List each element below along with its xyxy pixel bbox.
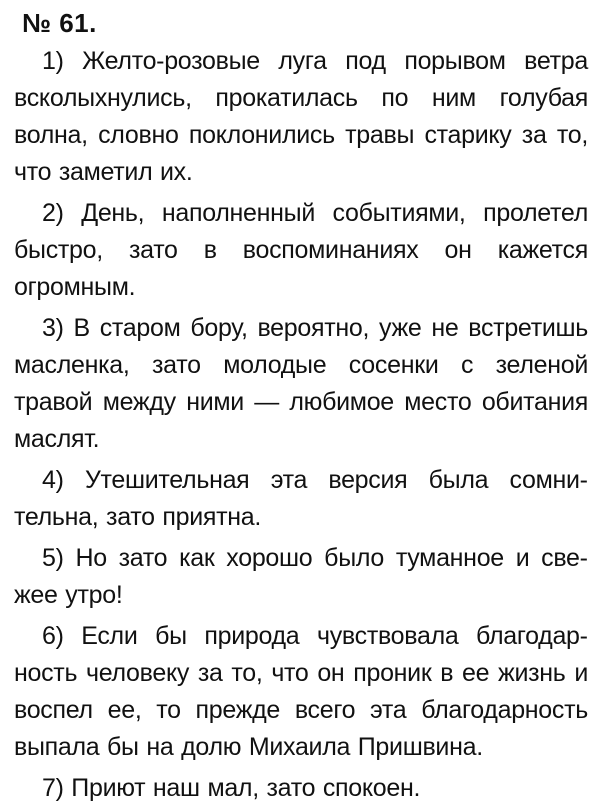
sentence-text: Утешительная эта версия была сомнительна, зато приятна. <box>14 466 588 531</box>
sentence-4 <box>14 462 588 536</box>
sentence-2 <box>14 195 588 306</box>
sentence-number: 1) <box>42 47 64 75</box>
sentence-number: 5) <box>42 544 64 572</box>
sentence-3 <box>14 310 588 458</box>
sentence-number: 2) <box>42 199 64 227</box>
sentence-text: Желто-розовые луга под порывом ветра всколыхнулись, прокатилась по ним голубая волна, словно поклонились травы старику за то, что заметил их. <box>14 47 588 186</box>
sentence-text: В старом бору, вероятно, уже не встретишь масленка, зато молодые сосенки с зеленой травой между ними — любимое место обитания маслят. <box>14 314 588 453</box>
sentence-text: День, наполненный событиями, пролетел быстро, зато в воспоминаниях он кажется огромным. <box>14 199 588 301</box>
sentence-number: 6) <box>42 622 64 650</box>
sentence-number: 4) <box>42 466 64 494</box>
sentence-6 <box>14 618 588 766</box>
exercise-title: № 61. <box>22 8 97 38</box>
sentence-7 <box>14 770 588 807</box>
sentence-text: Но зато как хорошо было туманное и свежее утро! <box>14 544 588 609</box>
sentence-5 <box>14 540 588 614</box>
sentence-number: 7) <box>42 774 64 802</box>
sentence-1 <box>14 43 588 191</box>
sentence-text: Если бы природа чувствовала благодарность человеку за то, что он проник в ее жизнь и воспел ее, то прежде всего эта благодарность выпала бы на долю Михаила Пришвина. <box>14 622 588 761</box>
sentence-number: 3) <box>42 314 64 342</box>
exercise-page <box>14 6 588 811</box>
sentence-text: Приют наш мал, зато спокоен. <box>71 774 421 802</box>
